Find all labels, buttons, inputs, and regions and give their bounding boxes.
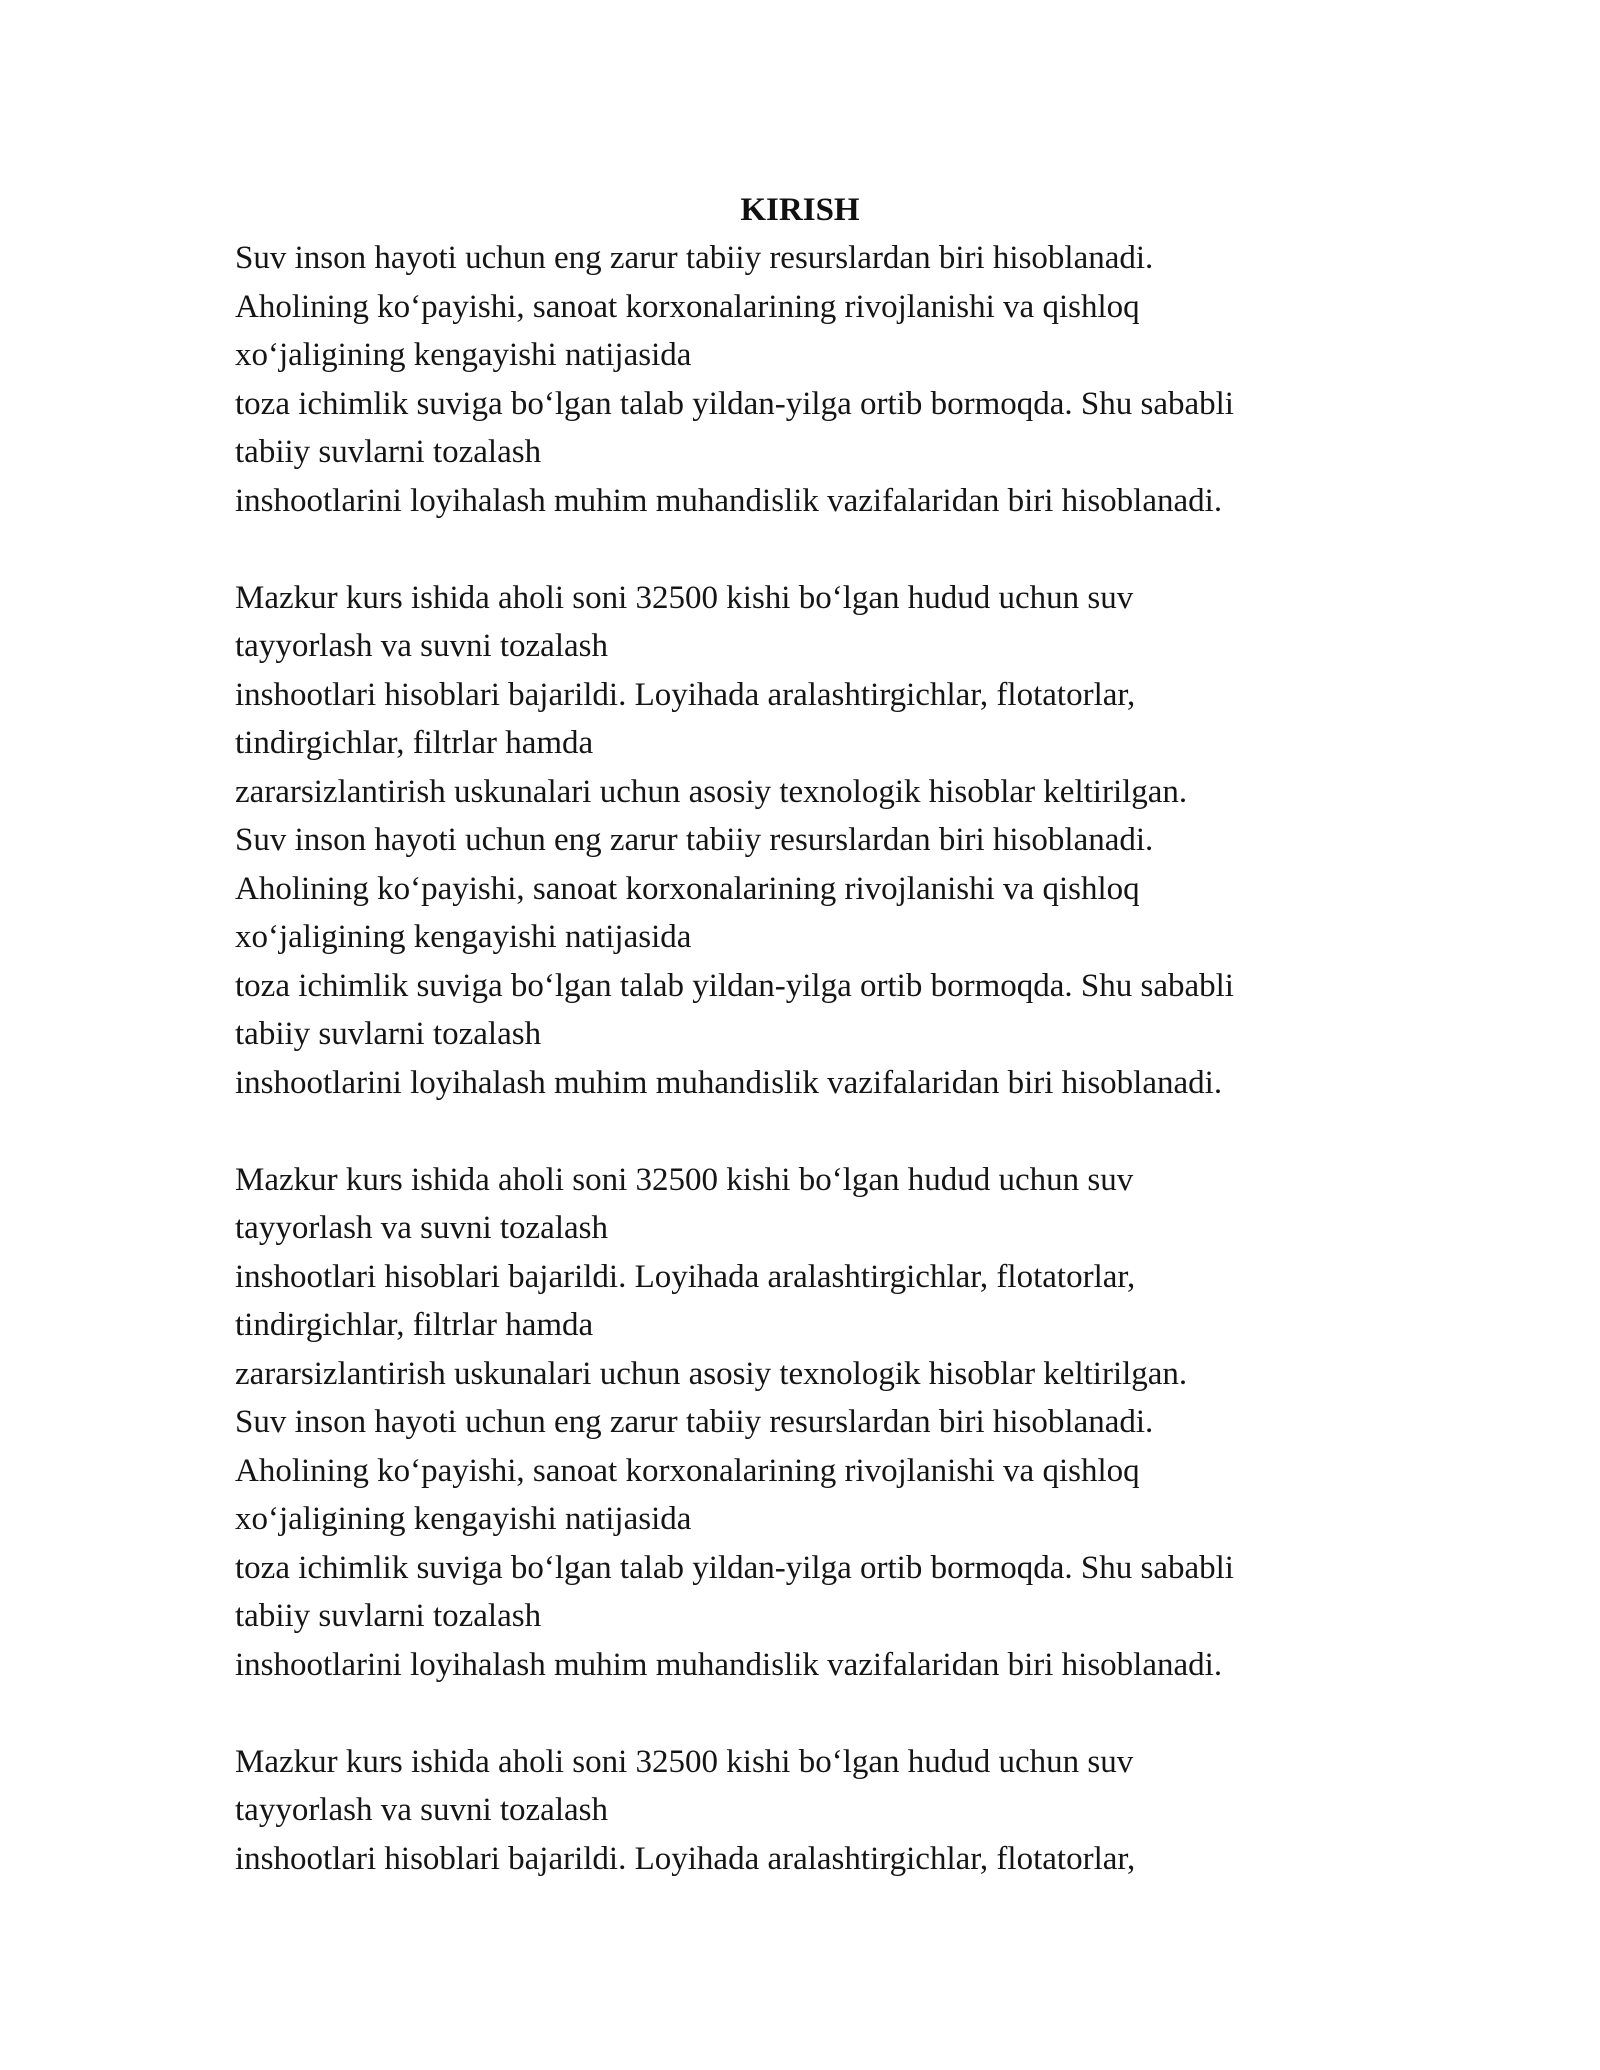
text-line: inshootlarini loyihalash muhim muhandislik vazifalaridan biri hisoblanadi.: [235, 482, 1223, 519]
text-line: tayyorlash va suvni tozalash: [235, 1210, 608, 1246]
text-line: Suv inson hayoti uchun eng zarur tabiiy resurslardan biri hisoblanadi.: [235, 1404, 1154, 1440]
text-line: Aholining koʻpayishi, sanoat korxonalarining rivojlanishi va qishloq: [235, 288, 1140, 325]
text-line: toza ichimlik suviga boʻlgan talab yildan-yilga ortib bormoqda. Shu sababli: [235, 967, 1234, 1004]
text-line: zararsizlantirish uskunalari uchun asosiy texnologik hisoblar keltirilgan.: [235, 1355, 1188, 1392]
blank-line: [235, 525, 1415, 574]
text-line: tabiiy suvlarni tozalash: [235, 434, 542, 470]
text-line: toza ichimlik suviga boʻlgan talab yildan-yilga ortib bormoqda. Shu sababli: [235, 1549, 1234, 1586]
text-line: Mazkur kurs ishida aholi soni 32500 kishi boʻlgan hudud uchun suv: [235, 1161, 1134, 1198]
text-line: Suv inson hayoti uchun eng zarur tabiiy resurslardan biri hisoblanadi.: [235, 822, 1154, 858]
text-line: tayyorlash va suvni tozalash: [235, 628, 608, 664]
text-line: xoʻjaligining kengayishi natijasida: [235, 1501, 692, 1537]
text-line: tindirgichlar, filtrlar hamda: [235, 725, 594, 761]
text-line: xoʻjaligining kengayishi natijasida: [235, 919, 692, 955]
text-line: inshootlari hisoblari bajarildi. Loyihada aralashtirgichlar, flotatorlar,: [235, 676, 1136, 713]
text-line: Aholining koʻpayishi, sanoat korxonalarining rivojlanishi va qishloq: [235, 1452, 1140, 1489]
text-line: zararsizlantirish uskunalari uchun asosiy texnologik hisoblar keltirilgan.: [235, 773, 1188, 810]
blank-line: [235, 1107, 1415, 1156]
text-line: tindirgichlar, filtrlar hamda: [235, 1307, 594, 1343]
text-line: tayyorlash va suvni tozalash: [235, 1792, 608, 1828]
text-line: Aholining koʻpayishi, sanoat korxonalarining rivojlanishi va qishloq: [235, 870, 1140, 907]
text-line: inshootlarini loyihalash muhim muhandislik vazifalaridan biri hisoblanadi.: [235, 1064, 1223, 1101]
document-body: [235, 234, 1415, 1883]
text-line: tabiiy suvlarni tozalash: [235, 1598, 542, 1634]
document-title: KIRISH: [740, 192, 860, 228]
text-line: Mazkur kurs ishida aholi soni 32500 kishi boʻlgan hudud uchun suv: [235, 579, 1134, 616]
text-line: inshootlari hisoblari bajarildi. Loyihada aralashtirgichlar, flotatorlar,: [235, 1258, 1136, 1295]
text-line: Suv inson hayoti uchun eng zarur tabiiy resurslardan biri hisoblanadi.: [235, 240, 1154, 276]
blank-line: [235, 1689, 1415, 1738]
text-line: xoʻjaligining kengayishi natijasida: [235, 337, 692, 373]
text-line: toza ichimlik suviga boʻlgan talab yildan-yilga ortib bormoqda. Shu sababli: [235, 385, 1234, 422]
text-line: Mazkur kurs ishida aholi soni 32500 kishi boʻlgan hudud uchun suv: [235, 1743, 1134, 1780]
text-line: inshootlari hisoblari bajarildi. Loyihada aralashtirgichlar, flotatorlar,: [235, 1840, 1136, 1877]
text-line: inshootlarini loyihalash muhim muhandislik vazifalaridan biri hisoblanadi.: [235, 1646, 1223, 1683]
text-line: tabiiy suvlarni tozalash: [235, 1016, 542, 1052]
